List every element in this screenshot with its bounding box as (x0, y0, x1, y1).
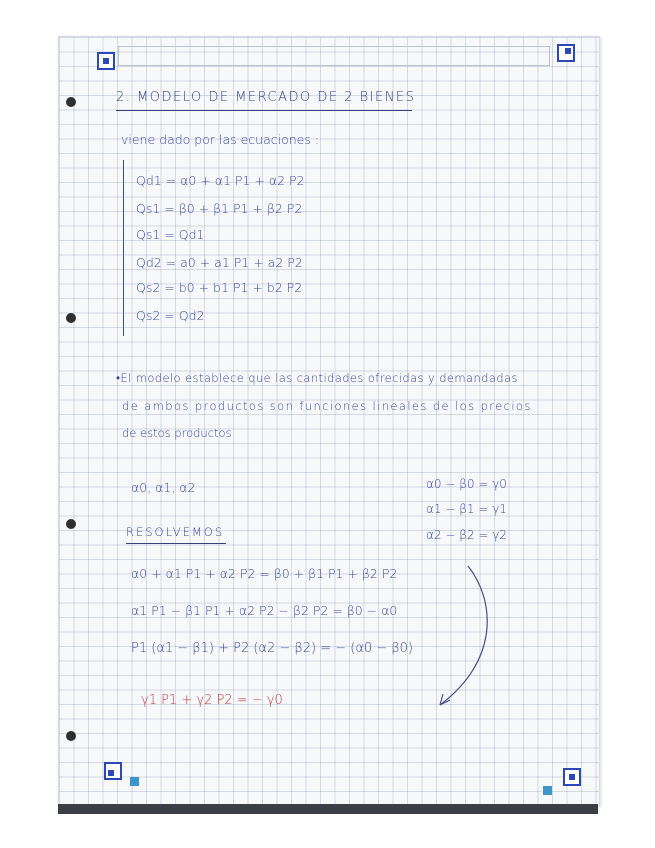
equation-line: Qs1 = Qd1 (136, 227, 205, 242)
equation-line: Qs2 = b0 + b1 P1 + b2 P2 (136, 280, 303, 295)
equation-line: Qs2 = Qd2 (136, 308, 205, 323)
result-equation: γ1 P1 + γ2 P2 = − γ0 (141, 693, 283, 708)
solution-step: P1 (α1 − β1) + P2 (α2 − β2) = − (α0 − β0) (131, 641, 413, 656)
solution-step: α1 P1 − β1 P1 + α2 P2 − β2 P2 = β0 − α0 (131, 603, 398, 618)
intro-text: viene dado por las ecuaciones : (121, 132, 320, 147)
paragraph-line: •El modelo establece que las cantidades ofrecidas y demandadas (116, 371, 518, 385)
paragraph-line: de estos productos (122, 426, 232, 440)
paragraph-line: de ambos productos son funciones lineales de los precios (122, 399, 532, 413)
definition-line: α0 − β0 = γ0 (426, 477, 507, 491)
definition-line: α2 − β2 = γ2 (426, 528, 507, 542)
equation-line: Qs1 = β0 + β1 P1 + β2 P2 (136, 201, 303, 216)
equation-line: Qd1 = α0 + α1 P1 + α2 P2 (136, 173, 305, 188)
definition-line: α1 − β1 = γ1 (426, 502, 507, 516)
alphas-list: α0, α1, α2 (131, 480, 196, 495)
equation-line: Qd2 = a0 + a1 P1 + a2 P2 (136, 255, 303, 270)
page-title: 2. MODELO DE MERCADO DE 2 BIENES (116, 90, 416, 105)
solution-step: α0 + α1 P1 + α2 P2 = β0 + β1 P1 + β2 P2 (131, 566, 398, 581)
resolve-heading: RESOLVEMOS (126, 525, 225, 539)
